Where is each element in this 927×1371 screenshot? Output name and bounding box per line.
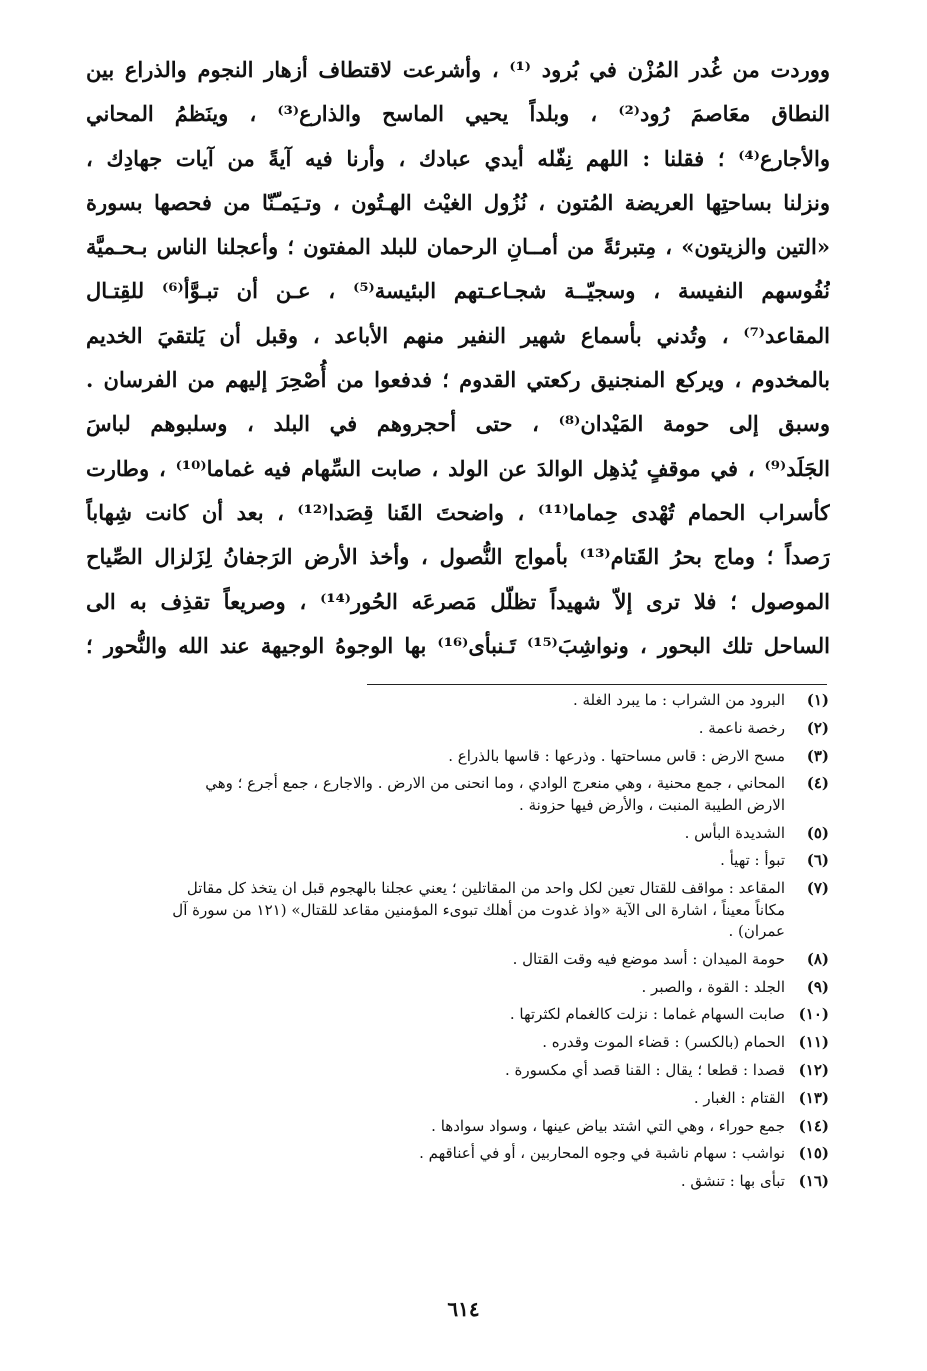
footnote-number: (٩) bbox=[806, 977, 829, 996]
footnote-item bbox=[69, 1171, 829, 1192]
footnote-number: (١١) bbox=[798, 1033, 829, 1052]
text-line: بالمخدوم ، ويركع المنجنيق ركعتي القدوم ؛ فدفعوا من أُصْحِرَ إليهم من الفرسان . bbox=[86, 367, 830, 393]
footnote-text: تبوأ : تهيأ . bbox=[720, 851, 785, 870]
text-line: وسبق إلى حومة المَيْدان⁽⁸⁾ ، حتى أحجروهم في البلد ، وسلبوهم لباسَ bbox=[86, 411, 830, 437]
footnote-item bbox=[69, 690, 829, 711]
footnote-item bbox=[69, 1116, 829, 1137]
text-line: كأسراب الحمام تُهْدى حِماما⁽¹¹⁾ ، واضحتَ القَنا قِصَدا⁽¹²⁾ ، بعد أن كانت شِهاباً bbox=[86, 499, 830, 525]
footnote-text: القتام : الغبار . bbox=[693, 1088, 785, 1107]
footnote-item bbox=[69, 746, 829, 767]
text-line: والأجارع⁽⁴⁾ ؛ فقلنا : اللهم نِفّله أيدي عبادك ، وأرنا فيه آيةً من آيات جهادِك ، bbox=[86, 145, 830, 171]
footnote-item bbox=[69, 1004, 829, 1025]
footnote-item bbox=[69, 718, 829, 739]
footnote-item bbox=[69, 1143, 829, 1164]
footnote-text: قصدا : قطعا ؛ يقال : القنا قصد أي مكسورة . bbox=[505, 1060, 785, 1079]
footnote-text: المقاعد : مواقف للقتال تعين لكل واحد من المقاتلين ؛ يعني عجلنا بالهجوم قبل ان يتخذ كل مقاتل مكاناً معيناً ، اشارة الى الآية «واذ غدوت من أهلك تبوىء المؤمنين مقاعد للقتال» (١٢١ من سورة آل عمران) . bbox=[172, 879, 785, 940]
footnote-text: نواشب : سهام ناشبة في وجوه المحاربين ، أو في أعناقهم . bbox=[419, 1144, 785, 1163]
footnote-number: (٦) bbox=[806, 851, 829, 870]
footnote-number: (٢) bbox=[806, 718, 829, 737]
footnote-number: (١٠) bbox=[798, 1005, 829, 1024]
footnote-item bbox=[69, 878, 829, 942]
footnote-number: (٣) bbox=[806, 746, 829, 765]
footnote-text: جمع حوراء ، وهي التي اشتد بياض عينها ، وسواد سوادها . bbox=[431, 1116, 785, 1135]
text-line: الجَلَد⁽⁹⁾ ، في موقفٍ يُذهِل الوالدَ عن الولد ، صابت السِّهام فيه غماما⁽¹⁰⁾ ، وطارت bbox=[86, 455, 830, 481]
footnote-number: (٤) bbox=[806, 774, 829, 793]
page-number: ٦١٤ bbox=[447, 1297, 480, 1321]
text-line: «التين والزيتون» ، مِتبرئةً من أمــانِ الرحمان للبلد المفتون ؛ وأعجلنا الناس بـحـميَّة bbox=[86, 234, 830, 260]
footnote-item bbox=[69, 823, 829, 844]
footnote-number: (٧) bbox=[806, 879, 829, 898]
footnote-number: (١٦) bbox=[798, 1172, 829, 1191]
footnotes-list bbox=[69, 690, 829, 1199]
footnote-text: حومة الميدان : أسد موضع فيه وقت القتال . bbox=[512, 949, 785, 968]
text-line: المقاعد⁽⁷⁾ ، وتُدني بأسماع شهير النفير منهم الأباعد ، وقبل أن يَلتقيَ الخديم bbox=[86, 322, 830, 348]
footnote-number: (١) bbox=[806, 691, 829, 709]
footnote-item bbox=[69, 977, 829, 998]
text-line: رَصداً ؛ وماج بحرُ القَتام⁽¹³⁾ بأمواج النُّصول ، وأخذ الأرض الرَجفانُ لِزَلزال الصِّياح bbox=[86, 544, 830, 570]
footnote-number: (١٤) bbox=[798, 1116, 829, 1135]
footnote-text: الجلد : القوة ، والصبر . bbox=[641, 977, 785, 996]
main-text bbox=[86, 48, 830, 668]
footnote-item bbox=[69, 949, 829, 970]
footnote-item bbox=[69, 1032, 829, 1053]
footnote-number: (٨) bbox=[806, 949, 829, 968]
footnote-number: (١٥) bbox=[798, 1144, 829, 1163]
footnote-text: البرود من الشراب : ما يبرد الغلة . bbox=[572, 691, 785, 709]
footnote-text: المحاني ، جمع محنية ، وهي منعرج الوادي ، وما انحنى من الارض . والاجارع ، جمع أجرع ؛ وهي الارض الطيبة المنبت ، والأرض فيها حزونة . bbox=[205, 774, 785, 814]
text-line: الساحل تلك البحور ، ونواشِبَ⁽¹⁵⁾ تَـنبأى⁽¹⁶⁾ بها الوجوهُ الوجيهة عند الله والنُّحور ؛ bbox=[86, 632, 830, 658]
footnote-item bbox=[69, 1088, 829, 1109]
footnote-item bbox=[69, 850, 829, 871]
footnote-item bbox=[69, 773, 829, 816]
footnote-separator bbox=[367, 684, 827, 685]
footnote-text: الشديدة البأس . bbox=[684, 823, 785, 842]
footnote-text: الحمام (بالكسر) : قضاء الموت وقدره . bbox=[542, 1033, 785, 1052]
footnote-text: صابت السهام غماما : نزلت كالغمام لكثرتها . bbox=[509, 1005, 785, 1024]
text-line: النطاق معَاصمَ رُود⁽²⁾ ، وبلداً يحيي الماسح والذارع⁽³⁾ ، وينَظمُ المحاني bbox=[86, 101, 830, 127]
footnote-text: رخصة ناعمة . bbox=[698, 718, 785, 737]
footnote-number: (١٣) bbox=[798, 1088, 829, 1107]
footnote-item bbox=[69, 1060, 829, 1081]
footnote-text: تبأى بها : تنشق . bbox=[680, 1172, 785, 1191]
footnote-text: مسح الارض : قاس مساحتها . وذرعها : قاسها بالذراع . bbox=[448, 746, 785, 765]
footnote-number: (٥) bbox=[806, 823, 829, 842]
text-line: ووردت من غُدر المُزْن في بُرود ⁽¹⁾ ، وأشرعت لاقتطاف أزهار النجوم والذراع بين bbox=[86, 57, 830, 82]
footnote-number: (١٢) bbox=[798, 1060, 829, 1079]
text-line: ونزلنا بساحتِها العريضة المُتون ، نُزُول الغيْث الهـتُون ، وتـيَمـّنّا من فحصها بسورة bbox=[86, 189, 830, 215]
text-line: الموصول ؛ فلا ترى إلاّ شهيداً تظلّل مَصرعَه الحُور⁽¹⁴⁾ ، وصريعاً تقذِف به الى bbox=[86, 588, 830, 614]
text-line: نُفُوسهم النفيسة ، وسجيّــة شجـاعـتهم البئيسة⁽⁵⁾ ، عـن أن تبـوَّأ⁽⁶⁾ للقِتـال bbox=[86, 278, 830, 304]
